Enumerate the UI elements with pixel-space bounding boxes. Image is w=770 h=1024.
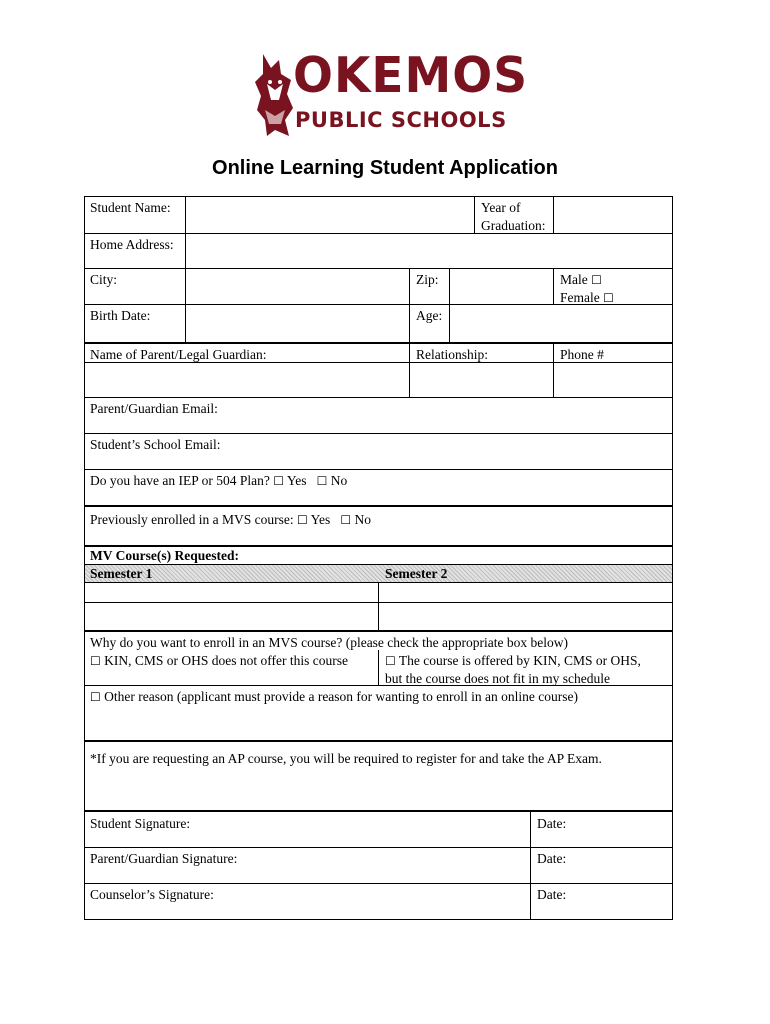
semester1-course-field-2[interactable] xyxy=(85,603,378,630)
reason1-option xyxy=(84,650,354,672)
graduation-year-field[interactable] xyxy=(554,197,672,233)
student-name-label: Student Name: xyxy=(90,200,171,215)
student-email-field[interactable] xyxy=(84,434,672,469)
age-field[interactable] xyxy=(450,305,672,342)
gender-options xyxy=(554,269,620,308)
ap-exam-note: *If you are requesting an AP course, you will be required to register for and take the AP Exam. xyxy=(90,751,602,766)
reason3-label: Other reason (applicant must provide a reason for wanting to enroll in an online course) xyxy=(104,689,578,704)
page-title: Online Learning Student Application xyxy=(212,157,558,179)
birth-date-label: Birth Date: xyxy=(90,308,151,323)
reason2-label-line1: The course is offered by KIN, CMS or OHS, xyxy=(398,653,641,668)
reason2-label-line2: but the course does not fit in my schedule xyxy=(385,670,610,686)
semester1-header: Semester 1 xyxy=(90,566,153,581)
iep-yes-label: Yes xyxy=(286,473,307,488)
counselor-date-field[interactable] xyxy=(531,884,672,919)
reason2-checkbox[interactable]: ☐ xyxy=(385,654,396,668)
iep-no-label: No xyxy=(330,473,348,488)
semester2-course-field-1[interactable] xyxy=(379,583,672,602)
mvs-yes-label: Yes xyxy=(310,512,331,527)
parent-name-label: Name of Parent/Legal Guardian: xyxy=(90,347,267,362)
parent-email-label: Parent/Guardian Email: xyxy=(90,401,218,416)
counselor-signature-label: Counselor’s Signature: xyxy=(90,887,214,902)
iep-yes-checkbox[interactable]: ☐ xyxy=(273,474,284,488)
zip-field[interactable] xyxy=(450,269,553,304)
phone-label: Phone # xyxy=(560,347,604,362)
graduation-year-label xyxy=(475,197,551,236)
reason2-option xyxy=(379,650,647,689)
parent-signature-field[interactable] xyxy=(84,848,530,883)
reason3-checkbox[interactable]: ☐ xyxy=(90,690,101,704)
student-date-label: Date: xyxy=(537,816,567,831)
mvs-question-label: Previously enrolled in a MVS course: xyxy=(90,512,294,527)
relationship-label: Relationship: xyxy=(416,347,488,362)
birth-date-field[interactable] xyxy=(186,305,409,342)
student-email-label: Student’s School Email: xyxy=(90,437,221,452)
semester1-course-field-1[interactable] xyxy=(85,583,378,602)
counselor-date-label: Date: xyxy=(537,887,567,902)
student-signature-field[interactable] xyxy=(84,813,530,847)
wolf-mascot-icon xyxy=(255,50,295,138)
mvs-yes-checkbox[interactable]: ☐ xyxy=(296,513,308,527)
semester2-header: Semester 2 xyxy=(385,566,448,581)
relationship-field[interactable] xyxy=(410,363,553,397)
home-address-field[interactable] xyxy=(186,234,672,268)
mvs-no-checkbox[interactable]: ☐ xyxy=(340,513,352,527)
okemos-logo xyxy=(255,46,529,140)
male-checkbox[interactable]: ☐ xyxy=(591,273,602,287)
semester2-course-field-2[interactable] xyxy=(379,603,672,630)
female-label: Female xyxy=(560,289,600,305)
city-label: City: xyxy=(90,272,118,287)
reason1-label: KIN, CMS or OHS does not offer this course xyxy=(104,653,348,668)
phone-field[interactable] xyxy=(554,363,672,397)
reason1-checkbox[interactable]: ☐ xyxy=(90,654,101,668)
home-address-label: Home Address: xyxy=(90,237,174,252)
reason3-option xyxy=(84,686,584,708)
counselor-signature-field[interactable] xyxy=(84,884,530,919)
graduation-text: Graduation: xyxy=(481,217,546,233)
student-signature-label: Student Signature: xyxy=(90,816,191,831)
parent-date-field[interactable] xyxy=(531,848,672,883)
mvs-question-row xyxy=(84,509,377,531)
parent-email-field[interactable] xyxy=(84,398,672,433)
why-question-label: Why do you want to enroll in an MVS course? (please check the appropriate box below) xyxy=(90,635,568,650)
student-date-field[interactable] xyxy=(531,813,672,847)
iep-question-label: Do you have an IEP or 504 Plan? xyxy=(90,473,270,488)
student-name-field[interactable] xyxy=(186,197,474,233)
zip-label: Zip: xyxy=(416,272,439,287)
city-field[interactable] xyxy=(186,269,409,304)
male-label: Male xyxy=(560,272,588,287)
parent-date-label: Date: xyxy=(537,851,567,866)
logo-okemos-text: OKEMOS xyxy=(293,46,529,105)
parent-name-field[interactable] xyxy=(85,363,409,397)
logo-public-schools-text: PUBLIC SCHOOLS xyxy=(295,108,507,132)
iep-no-checkbox[interactable]: ☐ xyxy=(316,474,328,488)
mvs-no-label: No xyxy=(354,512,372,527)
parent-signature-label: Parent/Guardian Signature: xyxy=(90,851,238,866)
iep-question-row xyxy=(84,470,353,492)
female-checkbox[interactable]: ☐ xyxy=(603,290,614,305)
age-label: Age: xyxy=(416,308,443,323)
year-of-text: Year of xyxy=(481,200,521,215)
courses-heading: MV Course(s) Requested: xyxy=(90,548,239,563)
